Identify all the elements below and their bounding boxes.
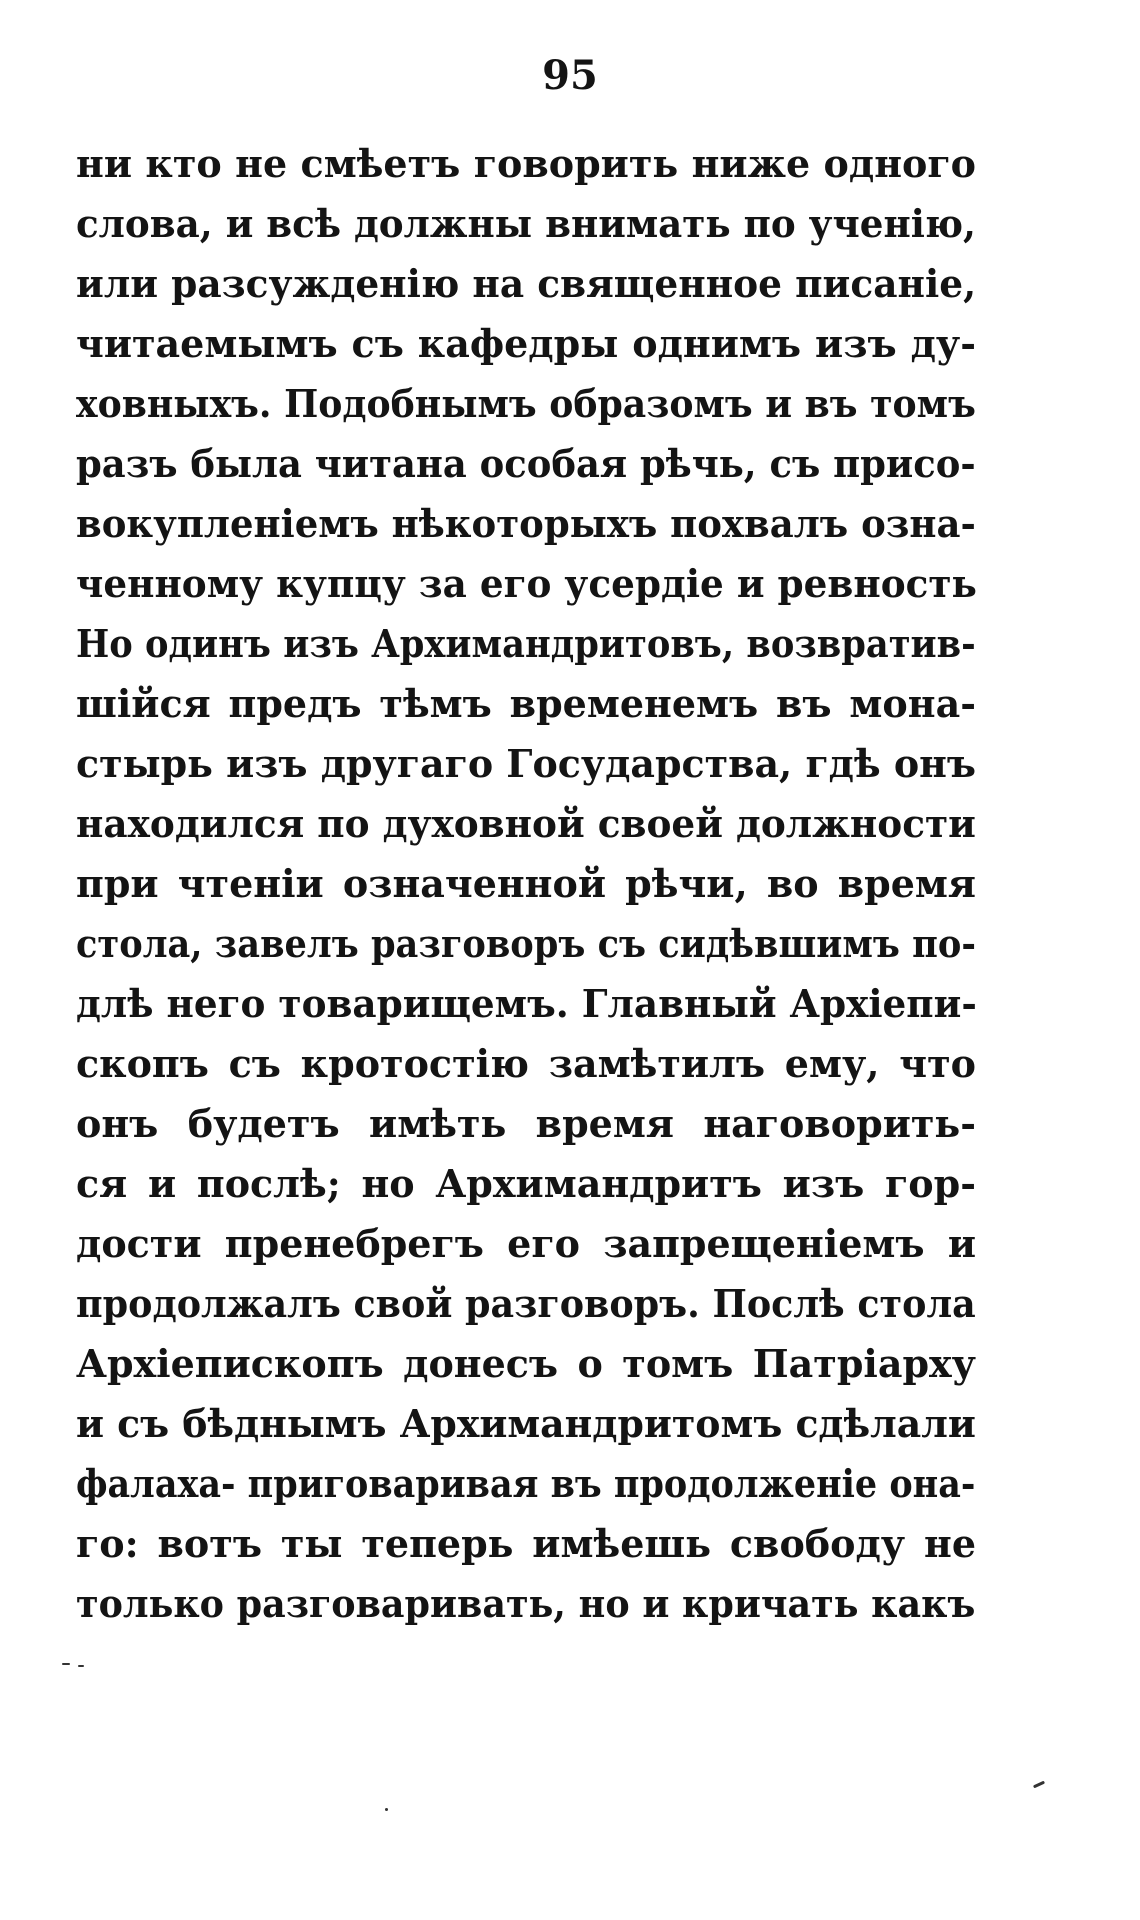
scan-speck [78, 1665, 84, 1667]
text-line: шійся предъ тѣмъ временемъ въ мона- [76, 681, 976, 726]
text-line: вокупленіемъ нѣкоторыхъ похвалъ озна- [76, 501, 976, 546]
text-line: Архіепископъ донесъ о томъ Патріарху [76, 1341, 976, 1386]
text-line: ховныхъ. Подобнымъ образомъ и въ томъ [76, 381, 976, 426]
text-line: слова, и всѣ должны внимать по ученію, [76, 201, 977, 246]
text-line: только разговаривать, но и кричать какъ [76, 1581, 976, 1626]
text-line: находился по духовной своей должности [76, 801, 976, 846]
text-line: длѣ него товарищемъ. Главный Архіепи- [76, 981, 977, 1026]
scan-speck [62, 1663, 70, 1665]
text-line: стырь изъ другаго Государства, гдѣ онъ [76, 741, 976, 786]
text-line: дости пренебрегъ его запрещеніемъ и [76, 1221, 976, 1266]
text-line: скопъ съ кротостію замѣтилъ ему, что [76, 1041, 976, 1086]
text-line: при чтеніи означенной рѣчи, во время [76, 861, 976, 906]
body-text [76, 134, 976, 1634]
page-number: 95 [542, 52, 598, 99]
text-line: стола, завелъ разговоръ съ сидѣвшимъ по- [76, 921, 977, 966]
scan-speck [1033, 1781, 1045, 1789]
text-line: ся и послѣ; но Архимандритъ изъ гор- [76, 1161, 976, 1206]
text-line: и съ бѣднымъ Архимандритомъ сдѣлали [76, 1401, 976, 1446]
text-line: фалаха- приговаривая въ продолженіе она- [76, 1461, 976, 1506]
scan-speck [385, 1808, 388, 1811]
text-line: ни кто не смѣетъ говорить ниже одного [76, 141, 976, 186]
text-line: Но одинъ изъ Архимандритовъ, возвратив- [76, 621, 976, 666]
text-line: или разсужденію на священное писаніе, [76, 261, 977, 306]
text-line: онъ будетъ имѣть время наговорить- [76, 1101, 976, 1146]
text-line: разъ была читана особая рѣчь, съ присо- [76, 441, 976, 486]
text-line: продолжалъ свой разговоръ. Послѣ стола [76, 1281, 976, 1326]
text-line: ченному купцу за его усердіе и ревность [76, 561, 977, 606]
text-line: читаемымъ съ кафедры однимъ изъ ду- [76, 321, 976, 366]
text-line: го: вотъ ты теперь имѣешь свободу не [76, 1521, 976, 1566]
